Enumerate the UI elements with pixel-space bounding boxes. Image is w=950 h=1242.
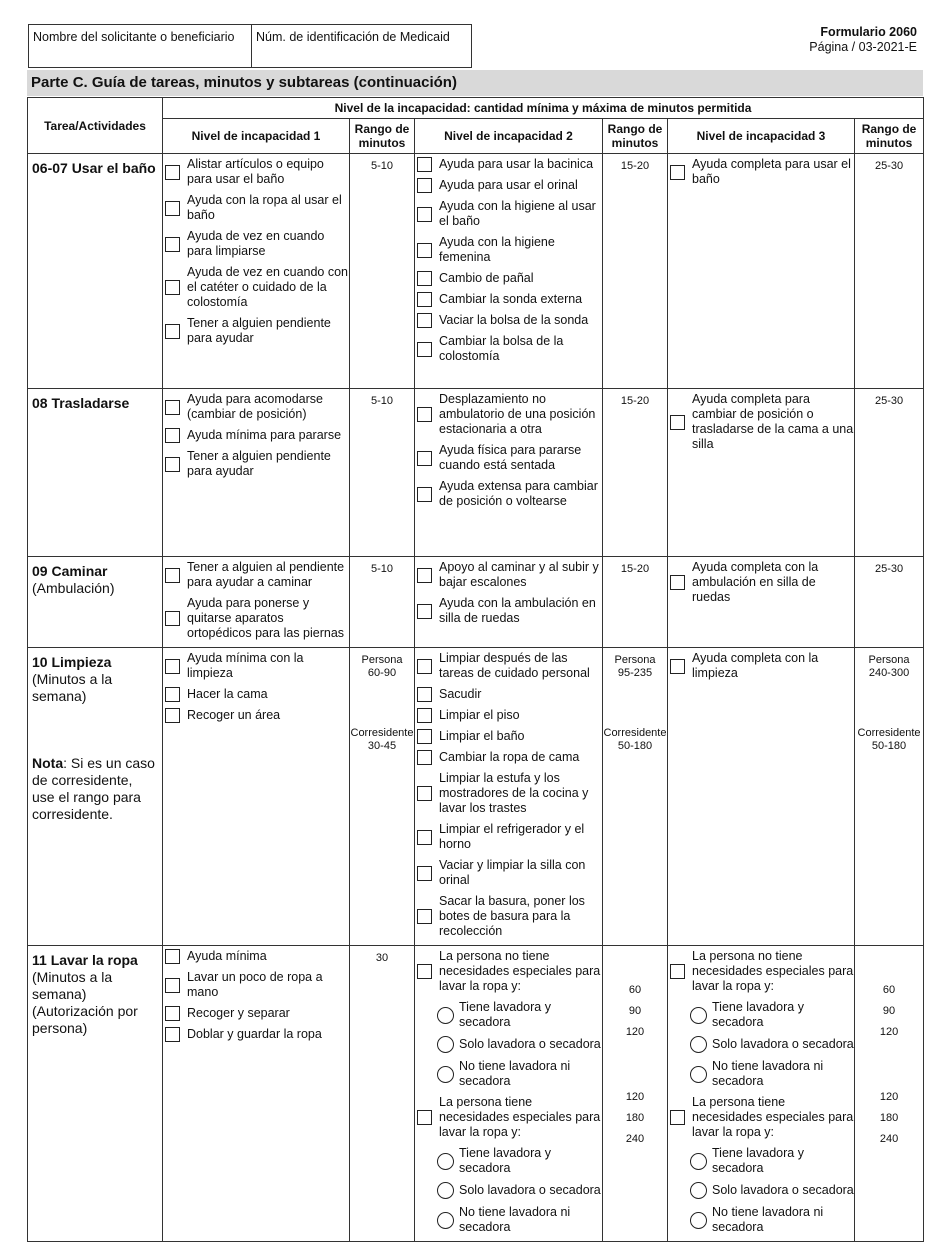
checkbox[interactable] xyxy=(165,949,180,964)
option-label: Solo lavadora o secadora xyxy=(459,1037,601,1051)
option-label: Vaciar la bolsa de la sonda xyxy=(439,313,589,327)
checkbox-option[interactable] xyxy=(417,178,602,193)
level1-options xyxy=(163,946,350,1242)
checkbox[interactable] xyxy=(417,786,432,801)
checkbox-option[interactable] xyxy=(417,334,602,364)
checkbox[interactable] xyxy=(417,750,432,765)
range3-header: Rango de minutos xyxy=(855,119,924,154)
checkbox-option[interactable] xyxy=(417,687,602,702)
laundry-minutes-value: 240 xyxy=(879,1133,899,1145)
laundry-minutes-value: 60 xyxy=(882,984,896,996)
option-label: Tener a alguien al pendiente para ayudar a caminar xyxy=(187,560,345,589)
part-title: Parte C. Guía de tareas, minutos y subtareas (continuación) xyxy=(27,70,923,96)
option-label: Ayuda completa para usar el baño xyxy=(692,157,851,186)
checkbox[interactable] xyxy=(417,830,432,845)
checkbox-option[interactable] xyxy=(690,1182,854,1199)
task-column-header: Tarea/Actividades xyxy=(28,98,163,154)
form-number: Formulario 2060 xyxy=(820,25,917,39)
checkbox-option[interactable] xyxy=(417,596,602,626)
option-label: Ayuda para usar la bacinica xyxy=(439,157,594,171)
laundry-minutes-value: 120 xyxy=(879,1091,899,1103)
option-label: Ayuda para acomodarse (cambiar de posición) xyxy=(187,392,323,421)
table-row xyxy=(28,648,924,946)
option-label: Limpiar el piso xyxy=(439,708,520,722)
option-label: Cambiar la bolsa de la colostomía xyxy=(439,334,564,363)
laundry-minutes-value: 60 xyxy=(628,984,642,996)
range-value: 15-20 xyxy=(603,389,668,557)
checkbox-option[interactable] xyxy=(670,157,854,187)
checkbox-option[interactable] xyxy=(165,651,349,681)
checkbox-option[interactable] xyxy=(670,651,854,681)
radio-button[interactable] xyxy=(437,1036,454,1053)
option-label: Cambiar la sonda externa xyxy=(439,292,583,306)
checkbox-option[interactable] xyxy=(690,1036,854,1053)
radio-button[interactable] xyxy=(690,1153,707,1170)
range-value: Persona 60-90 Corresidente 30-45 xyxy=(350,648,415,946)
option-label: Ayuda para ponerse y quitarse aparatos ortopédicos para las piernas xyxy=(187,596,345,640)
checkbox-option[interactable] xyxy=(417,1095,602,1140)
option-label: Ayuda completa con la ambulación en silla de ruedas xyxy=(692,560,819,604)
checkbox-option[interactable] xyxy=(165,970,349,1000)
checkbox-option[interactable] xyxy=(165,687,349,702)
checkbox[interactable] xyxy=(165,165,180,180)
checkbox[interactable] xyxy=(165,611,180,626)
checkbox[interactable] xyxy=(417,708,432,723)
checkbox-option[interactable] xyxy=(417,199,602,229)
radio-button[interactable] xyxy=(690,1007,707,1024)
checkbox-option[interactable] xyxy=(670,1095,854,1140)
option-label: Recoger y separar xyxy=(187,1006,290,1020)
option-label: Alistar artículos o equipo para usar el baño xyxy=(187,157,324,186)
option-label: Tener a alguien pendiente para ayudar xyxy=(187,316,331,345)
checkbox[interactable] xyxy=(417,178,432,193)
checkbox[interactable] xyxy=(670,964,685,979)
option-label: Solo lavadora o secadora xyxy=(712,1037,854,1051)
laundry-minutes-value: 180 xyxy=(625,1112,645,1124)
level3-options xyxy=(668,154,855,389)
checkbox[interactable] xyxy=(165,457,180,472)
checkbox[interactable] xyxy=(165,324,180,339)
option-label: La persona tiene necesidades especiales para lavar la ropa y: xyxy=(692,1095,854,1139)
checkbox-option[interactable] xyxy=(417,479,602,509)
option-label: No tiene lavadora ni secadora xyxy=(459,1059,571,1088)
level2-laundry-options xyxy=(415,946,603,1242)
option-label: La persona no tiene necesidades especiales para lavar la ropa y: xyxy=(692,949,854,993)
option-label: Doblar y guardar la ropa xyxy=(187,1027,322,1041)
option-label: Limpiar después de las tareas de cuidado personal xyxy=(439,651,590,680)
option-label: Limpiar el baño xyxy=(439,729,525,743)
checkbox-option[interactable] xyxy=(417,292,602,307)
option-label: Solo lavadora o secadora xyxy=(459,1183,601,1197)
range-value: 15-20 xyxy=(603,557,668,648)
task-cell: 06-07 Usar el baño xyxy=(28,154,163,389)
option-label: Cambio de pañal xyxy=(439,271,534,285)
checkbox-option[interactable] xyxy=(165,1006,349,1021)
laundry-minutes-value: 120 xyxy=(625,1091,645,1103)
checkbox-option[interactable] xyxy=(165,949,349,964)
checkbox-option[interactable] xyxy=(165,392,349,422)
range-value: 5-10 xyxy=(350,557,415,648)
checkbox-option[interactable] xyxy=(417,750,602,765)
level2-options xyxy=(415,389,603,557)
level3-options xyxy=(668,557,855,648)
checkbox[interactable] xyxy=(165,400,180,415)
radio-button[interactable] xyxy=(690,1036,707,1053)
option-label: Apoyo al caminar y al subir y bajar escalones xyxy=(439,560,599,589)
option-label: Ayuda mínima para pararse xyxy=(187,428,342,442)
option-label: Recoger un área xyxy=(187,708,281,722)
laundry-values xyxy=(603,946,668,1242)
checkbox[interactable] xyxy=(417,687,432,702)
laundry-minutes-value: 180 xyxy=(879,1112,899,1124)
option-label: No tiene lavadora ni secadora xyxy=(712,1059,824,1088)
option-label: Sacudir xyxy=(439,687,482,701)
range-value: 15-20 xyxy=(603,154,668,389)
option-label: No tiene lavadora ni secadora xyxy=(712,1205,824,1234)
level2-options xyxy=(415,557,603,648)
checkbox[interactable] xyxy=(417,207,432,222)
option-label: Ayuda de vez en cuando para limpiarse xyxy=(187,229,325,258)
radio-button[interactable] xyxy=(437,1182,454,1199)
table-row xyxy=(28,557,924,648)
level2-options xyxy=(415,154,603,389)
checkbox-option[interactable] xyxy=(417,157,602,172)
cohabitant-note: Nota: Si es un caso de corresidente, use el rango para corresidente. xyxy=(32,755,155,822)
task-cell: 08 Trasladarse xyxy=(28,389,163,557)
checkbox[interactable] xyxy=(417,407,432,422)
checkbox-option[interactable] xyxy=(417,443,602,473)
option-label: Ayuda para usar el orinal xyxy=(439,178,578,192)
checkbox-option[interactable] xyxy=(690,1059,854,1089)
option-label: Limpiar la estufa y los mostradores de la cocina y lavar los trastes xyxy=(439,771,589,815)
task-table xyxy=(27,97,924,1242)
radio-button[interactable] xyxy=(437,1007,454,1024)
range-value: 5-10 xyxy=(350,389,415,557)
checkbox[interactable] xyxy=(165,280,180,295)
form-identifier xyxy=(809,25,917,55)
task-cell: 11 Lavar la ropa (Minutos a la semana) (Autorización por persona) xyxy=(28,946,163,1242)
checkbox-option[interactable] xyxy=(165,560,349,590)
checkbox[interactable] xyxy=(417,604,432,619)
option-label: No tiene lavadora ni secadora xyxy=(459,1205,571,1234)
laundry-minutes-value: 90 xyxy=(628,1005,642,1017)
option-label: Vaciar y limpiar la silla con orinal xyxy=(439,858,586,887)
checkbox-option[interactable] xyxy=(690,1146,854,1176)
checkbox[interactable] xyxy=(417,342,432,357)
option-label: Ayuda física para pararse cuando está sentada xyxy=(439,443,582,472)
checkbox[interactable] xyxy=(417,909,432,924)
level3-header: Nivel de incapacidad 3 xyxy=(668,119,855,154)
option-label: Ayuda con la ambulación en silla de ruedas xyxy=(439,596,596,625)
checkbox-option[interactable] xyxy=(437,1059,602,1089)
checkbox[interactable] xyxy=(670,165,685,180)
checkbox[interactable] xyxy=(670,415,685,430)
table-row xyxy=(28,389,924,557)
option-label: Ayuda con la higiene femenina xyxy=(439,235,555,264)
range-value: 5-10 xyxy=(350,154,415,389)
option-label: Solo lavadora o secadora xyxy=(712,1183,854,1197)
option-label: Ayuda extensa para cambiar de posición o voltearse xyxy=(439,479,598,508)
checkbox[interactable] xyxy=(417,568,432,583)
checkbox[interactable] xyxy=(417,729,432,744)
level3-laundry-options xyxy=(668,946,855,1242)
option-label: Tiene lavadora y secadora xyxy=(712,1000,804,1029)
radio-button[interactable] xyxy=(437,1153,454,1170)
checkbox-option[interactable] xyxy=(165,193,349,223)
checkbox[interactable] xyxy=(417,292,432,307)
range-value: 25-30 xyxy=(855,389,924,557)
level1-options xyxy=(163,557,350,648)
laundry-minutes-value: 240 xyxy=(625,1133,645,1145)
level1-options xyxy=(163,154,350,389)
checkbox-option[interactable] xyxy=(165,596,349,641)
applicant-name-field[interactable]: Nombre del solicitante o beneficiario xyxy=(29,25,252,67)
level-group-header: Nivel de la incapacidad: cantidad mínima y máxima de minutos permitida xyxy=(163,98,924,119)
option-label: Cambiar la ropa de cama xyxy=(439,750,580,764)
range-value: 30 xyxy=(350,946,415,1242)
checkbox-option[interactable] xyxy=(417,729,602,744)
checkbox-option[interactable] xyxy=(670,392,854,452)
option-label: Tener a alguien pendiente para ayudar xyxy=(187,449,331,478)
checkbox[interactable] xyxy=(417,313,432,328)
level3-options xyxy=(668,648,855,946)
checkbox-option[interactable] xyxy=(417,894,602,939)
checkbox-option[interactable] xyxy=(165,449,349,479)
radio-button[interactable] xyxy=(437,1066,454,1083)
checkbox[interactable] xyxy=(165,568,180,583)
checkbox[interactable] xyxy=(165,428,180,443)
checkbox-option[interactable] xyxy=(165,229,349,259)
checkbox[interactable] xyxy=(670,575,685,590)
option-label: Ayuda mínima con la limpieza xyxy=(187,651,304,680)
option-label: Ayuda completa con la limpieza xyxy=(692,651,819,680)
checkbox-option[interactable] xyxy=(670,949,854,994)
range2-header: Rango de minutos xyxy=(603,119,668,154)
checkbox[interactable] xyxy=(417,659,432,674)
checkbox-option[interactable] xyxy=(690,1205,854,1235)
checkbox-option[interactable] xyxy=(437,1000,602,1030)
table-row xyxy=(28,154,924,389)
checkbox[interactable] xyxy=(165,1027,180,1042)
checkbox-option[interactable] xyxy=(165,1027,349,1042)
checkbox-option[interactable] xyxy=(165,428,349,443)
level2-options xyxy=(415,648,603,946)
checkbox-option[interactable] xyxy=(417,822,602,852)
radio-button[interactable] xyxy=(690,1212,707,1229)
level1-options xyxy=(163,648,350,946)
checkbox[interactable] xyxy=(670,1110,685,1125)
task-cell: 09 Caminar (Ambulación) xyxy=(28,557,163,648)
level3-options xyxy=(668,389,855,557)
checkbox[interactable] xyxy=(417,1110,432,1125)
checkbox-option[interactable] xyxy=(437,1205,602,1235)
checkbox-option[interactable] xyxy=(165,708,349,723)
option-label: La persona no tiene necesidades especiales para lavar la ropa y: xyxy=(439,949,601,993)
option-label: La persona tiene necesidades especiales para lavar la ropa y: xyxy=(439,1095,601,1139)
checkbox-option[interactable] xyxy=(165,316,349,346)
checkbox-option[interactable] xyxy=(690,1000,854,1030)
checkbox-option[interactable] xyxy=(417,651,602,681)
checkbox-option[interactable] xyxy=(165,265,349,310)
table-row xyxy=(28,946,924,1242)
option-label: Ayuda con la higiene al usar el baño xyxy=(439,199,596,228)
checkbox[interactable] xyxy=(417,243,432,258)
checkbox[interactable] xyxy=(165,201,180,216)
checkbox-option[interactable] xyxy=(670,560,854,605)
checkbox-option[interactable] xyxy=(437,1182,602,1199)
checkbox[interactable] xyxy=(165,708,180,723)
checkbox-option[interactable] xyxy=(417,708,602,723)
range-value: 25-30 xyxy=(855,557,924,648)
level1-options xyxy=(163,389,350,557)
checkbox-option[interactable] xyxy=(417,235,602,265)
checkbox[interactable] xyxy=(417,487,432,502)
level2-header: Nivel de incapacidad 2 xyxy=(415,119,603,154)
laundry-minutes-value: 90 xyxy=(882,1005,896,1017)
option-label: Limpiar el refrigerador y el horno xyxy=(439,822,585,851)
checkbox[interactable] xyxy=(417,157,432,172)
checkbox-option[interactable] xyxy=(165,157,349,187)
level1-header: Nivel de incapacidad 1 xyxy=(163,119,350,154)
option-label: Tiene lavadora y secadora xyxy=(459,1000,551,1029)
option-label: Desplazamiento no ambulatorio de una posición estacionaria a otra xyxy=(439,392,596,436)
laundry-minutes-value: 120 xyxy=(625,1026,645,1038)
option-label: Sacar la basura, poner los botes de basura para la recolección xyxy=(439,894,585,938)
header-fields xyxy=(28,24,472,68)
option-label: Ayuda mínima xyxy=(187,949,267,963)
medicaid-id-field[interactable]: Núm. de identificación de Medicaid xyxy=(256,30,450,44)
option-label: Hacer la cama xyxy=(187,687,268,701)
checkbox-option[interactable] xyxy=(417,313,602,328)
checkbox-option[interactable] xyxy=(437,1146,602,1176)
checkbox-option[interactable] xyxy=(417,392,602,437)
checkbox[interactable] xyxy=(417,866,432,881)
range-value: 25-30 xyxy=(855,154,924,389)
option-label: Ayuda con la ropa al usar el baño xyxy=(187,193,342,222)
checkbox-option[interactable] xyxy=(437,1036,602,1053)
checkbox-option[interactable] xyxy=(417,560,602,590)
checkbox[interactable] xyxy=(165,687,180,702)
option-label: Lavar un poco de ropa a mano xyxy=(187,970,323,999)
checkbox-option[interactable] xyxy=(417,949,602,994)
radio-button[interactable] xyxy=(690,1066,707,1083)
range-value: Persona 240-300 Corresidente 50-180 xyxy=(855,648,924,946)
checkbox[interactable] xyxy=(417,271,432,286)
option-label: Tiene lavadora y secadora xyxy=(459,1146,551,1175)
checkbox[interactable] xyxy=(417,451,432,466)
radio-button[interactable] xyxy=(437,1212,454,1229)
task-cell: 10 Limpieza (Minutos a la semana) Nota: Si es un caso de corresidente, use el rango para corresidente. xyxy=(28,648,163,946)
checkbox[interactable] xyxy=(670,659,685,674)
range1-header: Rango de minutos xyxy=(350,119,415,154)
option-label: Ayuda de vez en cuando con el catéter o cuidado de la colostomía xyxy=(187,265,349,309)
checkbox[interactable] xyxy=(165,659,180,674)
laundry-minutes-value: 120 xyxy=(879,1026,899,1038)
checkbox[interactable] xyxy=(165,1006,180,1021)
option-label: Tiene lavadora y secadora xyxy=(712,1146,804,1175)
range-value: Persona 95-235 Corresidente 50-180 xyxy=(603,648,668,946)
checkbox[interactable] xyxy=(165,237,180,252)
checkbox[interactable] xyxy=(165,978,180,993)
checkbox-option[interactable] xyxy=(417,858,602,888)
page-label: Página / 03-2021-E xyxy=(809,40,917,54)
checkbox[interactable] xyxy=(417,964,432,979)
radio-button[interactable] xyxy=(690,1182,707,1199)
option-label: Ayuda completa para cambiar de posición o trasladarse de la cama a una silla xyxy=(692,392,854,451)
laundry-values xyxy=(855,946,924,1242)
checkbox-option[interactable] xyxy=(417,771,602,816)
checkbox-option[interactable] xyxy=(417,271,602,286)
